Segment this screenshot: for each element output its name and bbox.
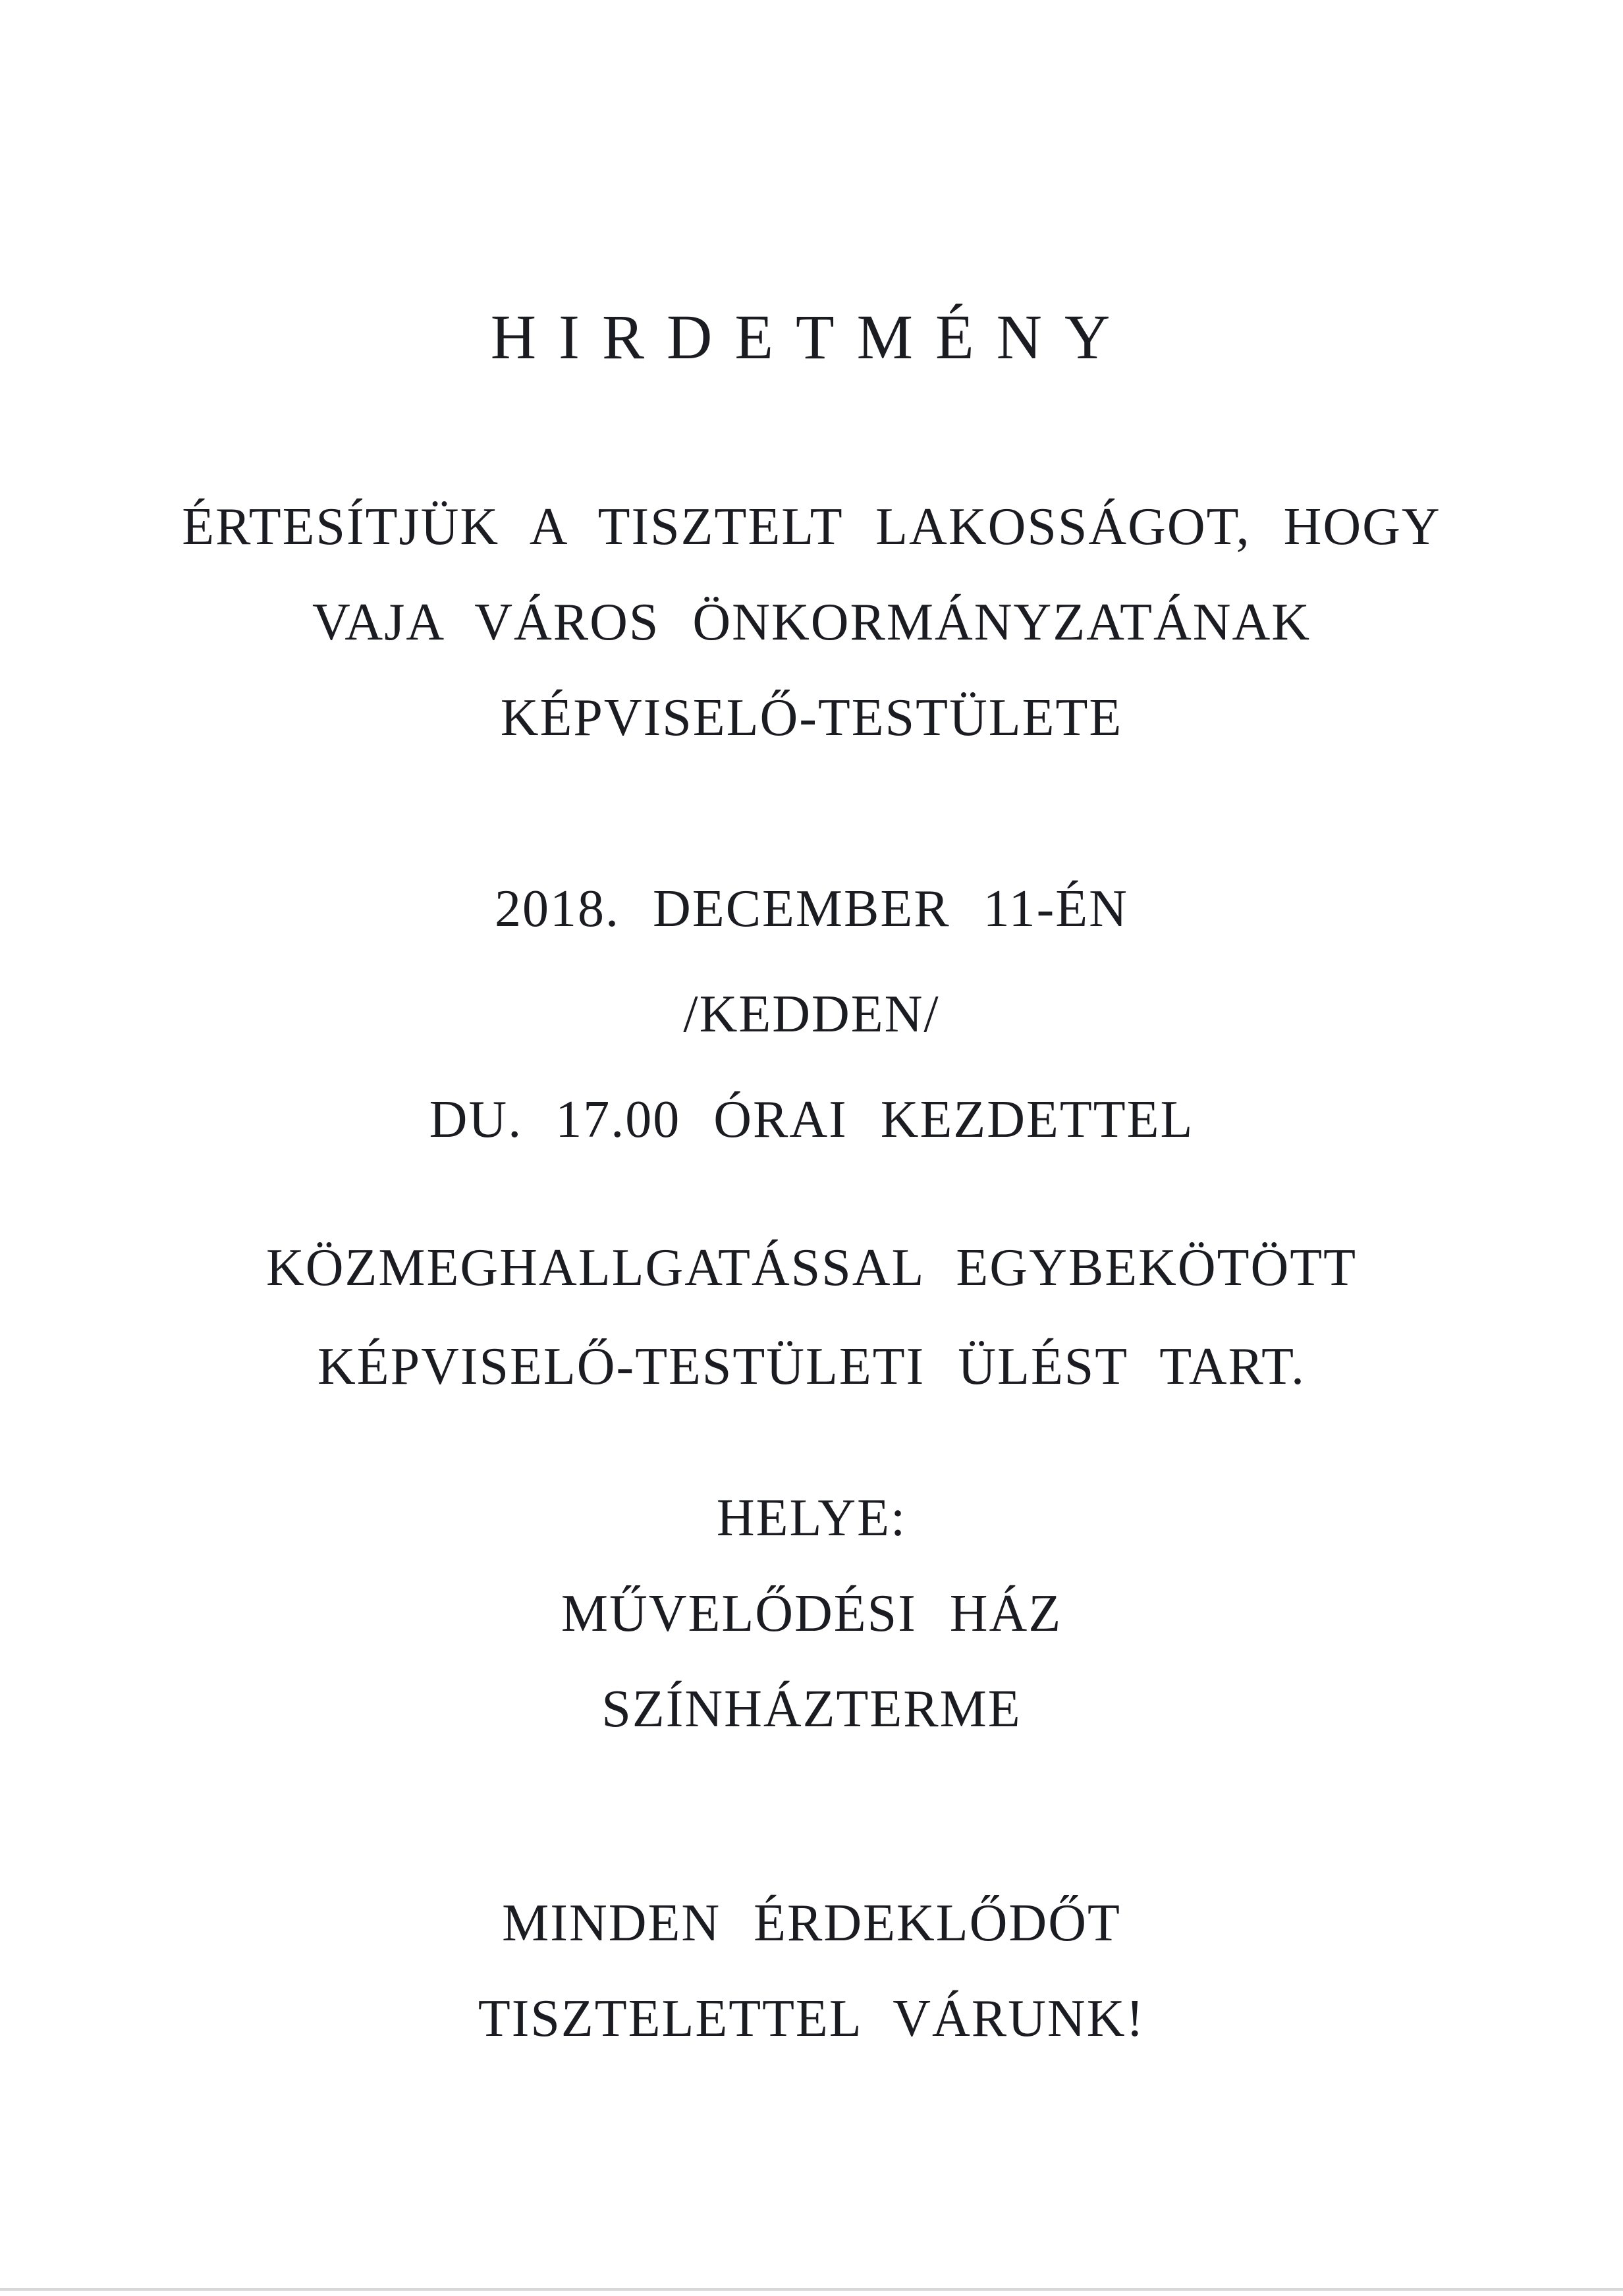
weekday-line: /KEDDEN/ [683, 985, 940, 1043]
location-line-2: SZÍNHÁZTERME [601, 1680, 1022, 1738]
intro-line-2: VAJA VÁROS ÖNKORMÁNYZATÁNAK [312, 593, 1311, 651]
closing-line-1: MINDEN ÉRDEKLŐDŐT [502, 1894, 1121, 1952]
scan-edge-divider [0, 2288, 1623, 2291]
event-line-1: KÖZMEGHALLGATÁSSAL EGYBEKÖTÖTT [265, 1239, 1357, 1297]
location-line-1: MŰVELŐDÉSI HÁZ [561, 1585, 1062, 1643]
date-line: 2018. DECEMBER 11-ÉN [495, 880, 1128, 938]
location-label: HELYE: [716, 1489, 907, 1547]
time-line: DU. 17.00 ÓRAI KEZDETTEL [429, 1091, 1194, 1149]
event-line-2: KÉPVISELŐ-TESTÜLETI ÜLÉST TART. [317, 1338, 1306, 1396]
notice-title: HIRDETMÉNY [490, 302, 1133, 372]
intro-line-1: ÉRTESÍTJÜK A TISZTELT LAKOSSÁGOT, HOGY [182, 498, 1441, 556]
intro-line-3: KÉPVISELŐ-TESTÜLETE [500, 689, 1123, 747]
closing-line-2: TISZTELETTEL VÁRUNK! [478, 1990, 1145, 2048]
